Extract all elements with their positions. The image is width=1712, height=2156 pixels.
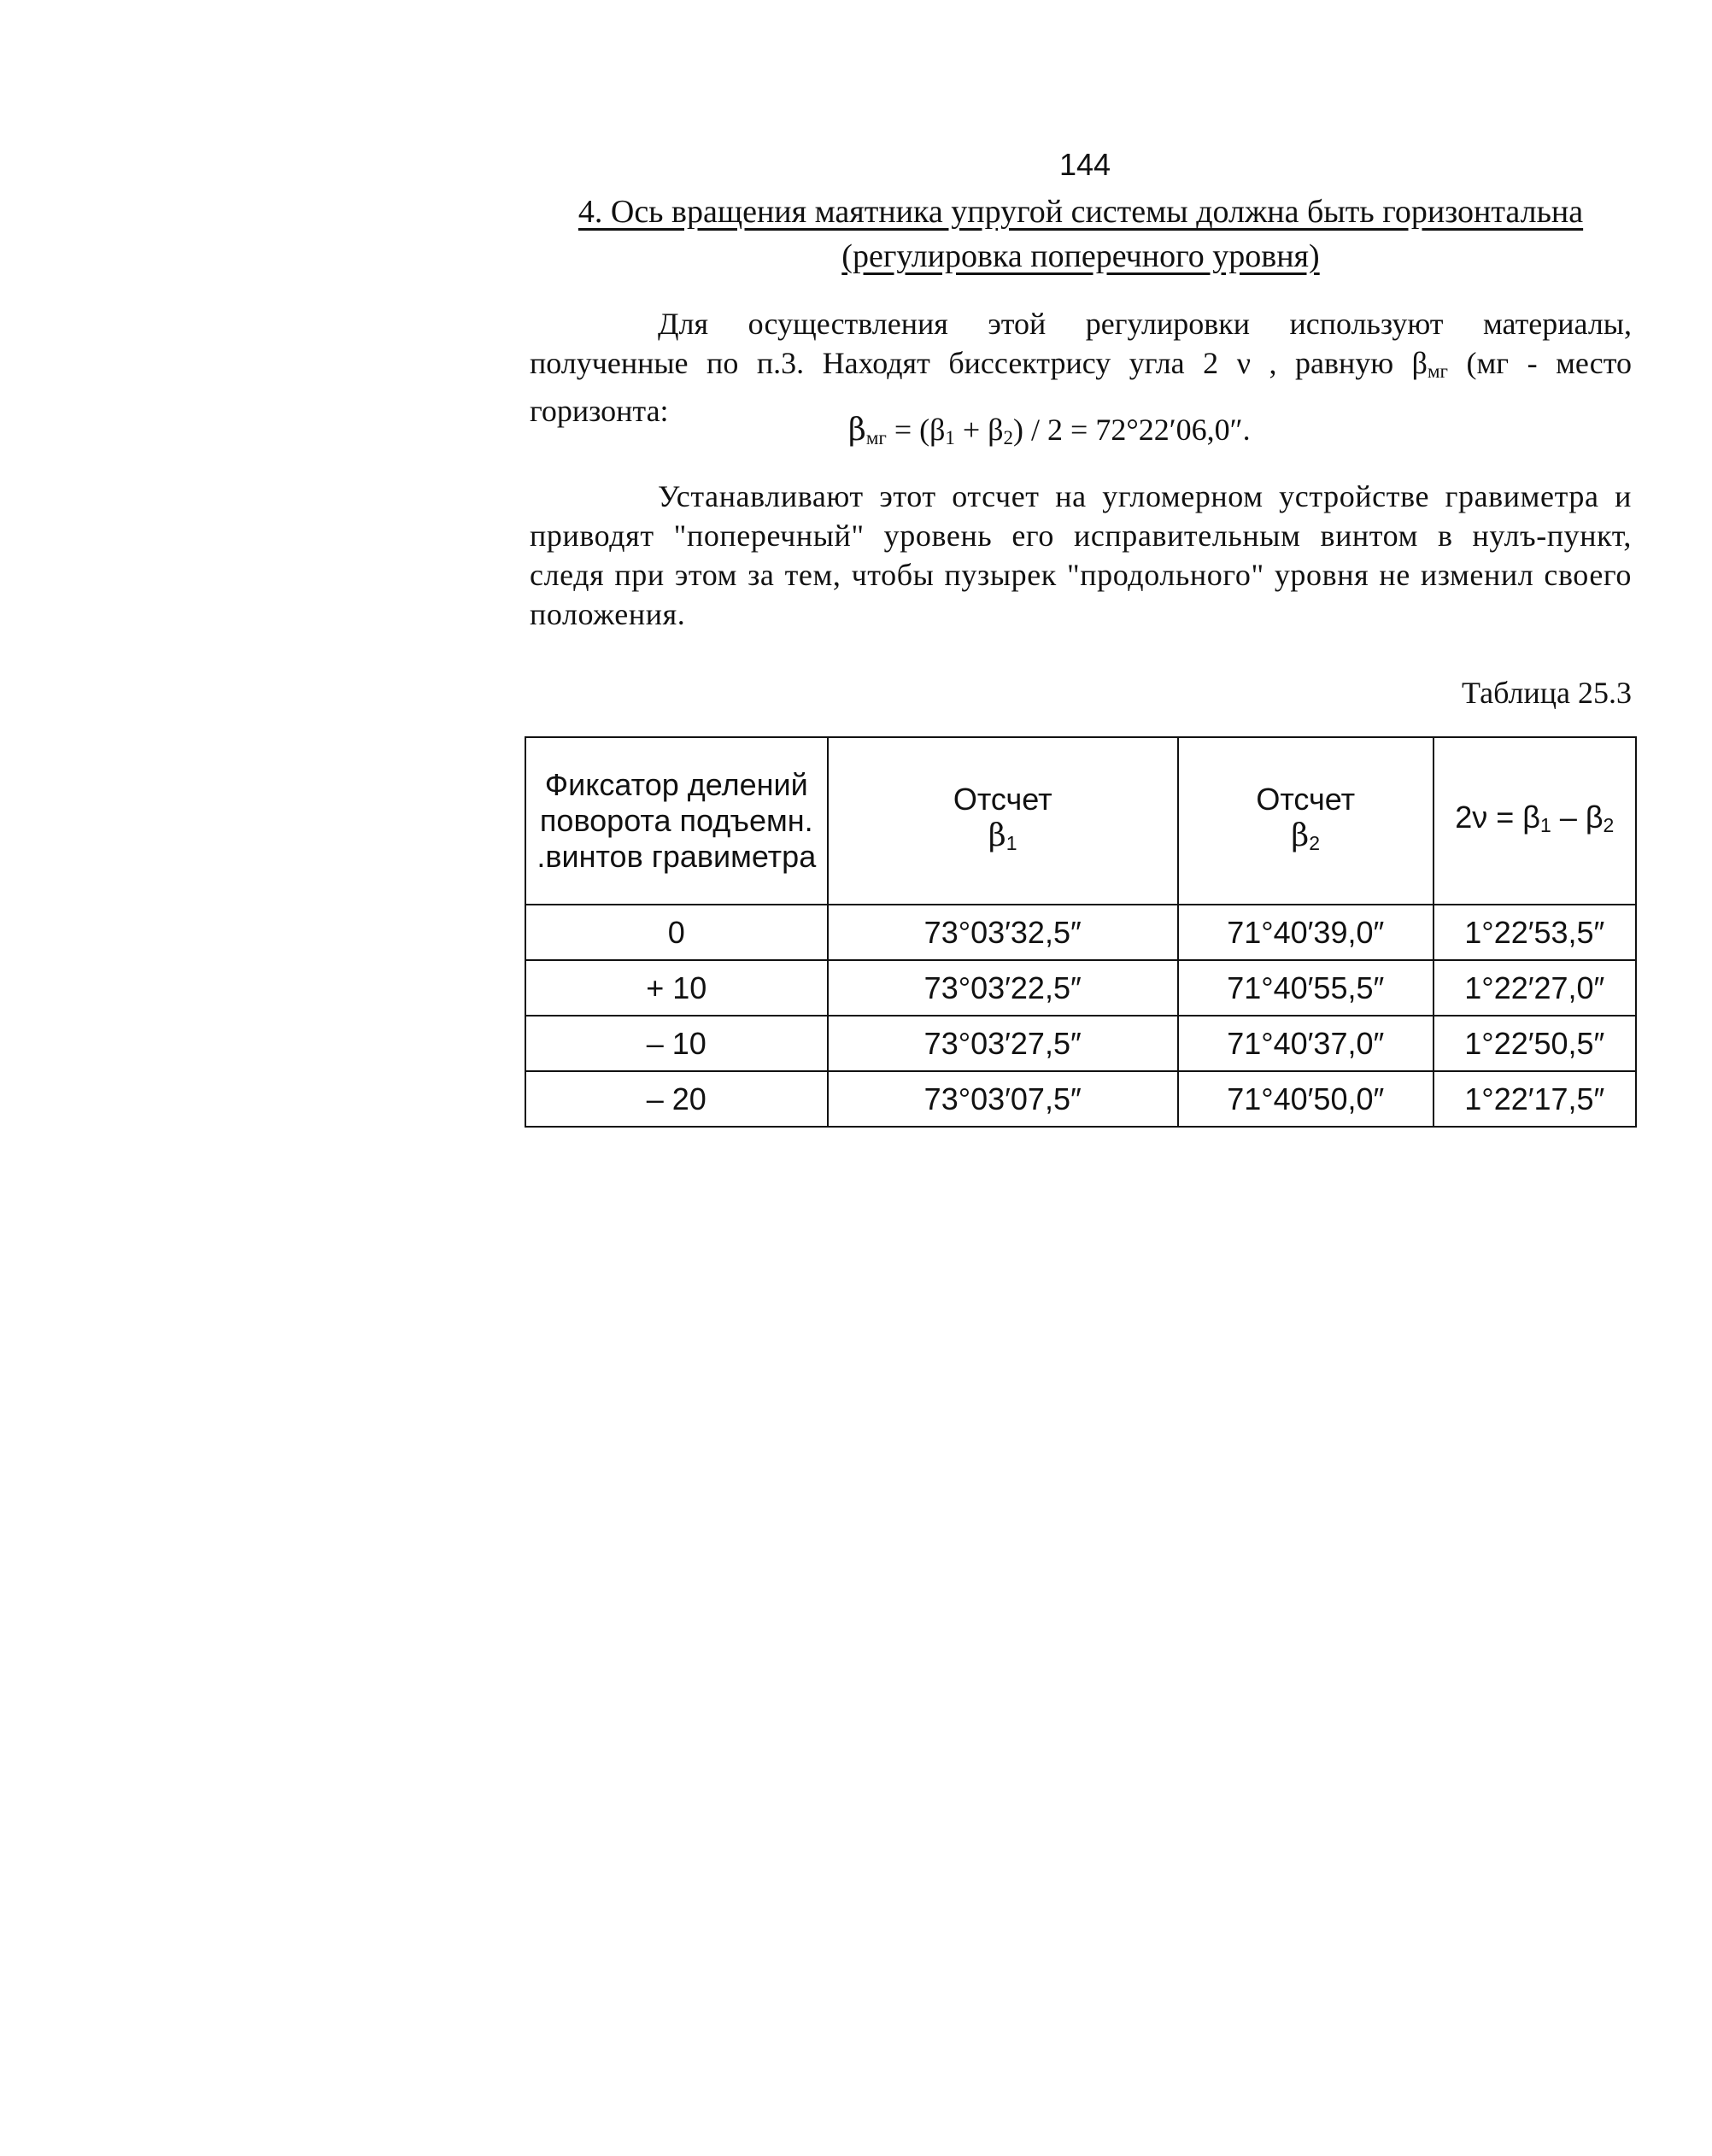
cell-difference: 1°22′27,0″ [1434,960,1636,1016]
cell-beta1: 73°03′22,5″ [828,960,1178,1016]
cell-fixator: + 10 [525,960,828,1016]
cell-beta1: 73°03′27,5″ [828,1016,1178,1071]
table-row [525,960,1636,1016]
table-caption: Таблица 25.3 [1462,676,1632,710]
header-beta-symbol-1: β [988,817,1006,853]
section-heading [530,190,1632,278]
header-reading-label-2: Отсчет [1256,781,1356,817]
header-reading-label-1: Отсчет [953,781,1052,817]
header-diff-sub-1: 1 [1540,813,1551,836]
header-fixator: Фиксатор делений поворота подъемн. .винтов гравиметра [525,737,828,905]
formula-result: ) / 2 = 72°22′06,0″. [1013,413,1251,447]
page-number: 144 [1059,147,1111,182]
cell-beta1: 73°03′32,5″ [828,905,1178,960]
cell-beta1: 73°03′07,5″ [828,1071,1178,1127]
cell-difference: 1°22′17,5″ [1434,1071,1636,1127]
formula-sub-2: 2 [1003,427,1014,448]
header-beta-sub-1: 1 [1006,831,1017,854]
formula-plus: + β [954,413,1004,447]
table-row [525,1016,1636,1071]
cell-beta2: 71°40′50,0″ [1178,1071,1434,1127]
readings-table [525,736,1637,1128]
heading-line-2: (регулировка поперечного уровня) [841,238,1320,274]
header-beta-sub-2: 2 [1309,831,1321,854]
header-difference [1434,737,1636,905]
heading-line-1: 4. Ось вращения маятника упругой системы должна быть горизонтальна [578,194,1584,230]
cell-beta2: 71°40′39,0″ [1178,905,1434,960]
cell-fixator: 0 [525,905,828,960]
cell-fixator: – 10 [525,1016,828,1071]
header-reading-beta2 [1178,737,1434,905]
header-reading-beta1 [828,737,1178,905]
formula-beta-symbol: β [848,413,866,448]
cell-beta2: 71°40′37,0″ [1178,1016,1434,1071]
table-row [525,1071,1636,1127]
paragraph-bisector-tail: (мг - место горизонта: [530,346,1632,428]
cell-difference: 1°22′50,5″ [1434,1016,1636,1071]
table-header-row [525,737,1636,905]
formula-open: = (β [886,413,946,447]
header-diff-prefix: 2ν = β [1455,799,1541,835]
formula-beta-mg [848,412,1251,449]
header-diff-sub-2: 2 [1603,813,1615,836]
paragraph-bisector-text: Для осуществления этой регулировки используют материалы, полученные по п.3. Находят биссектрису угла 2 ν , равную β [530,307,1632,380]
subscript-mg: мг [1428,360,1448,382]
cell-beta2: 71°40′55,5″ [1178,960,1434,1016]
header-diff-mid: – β [1551,799,1604,835]
cell-fixator: – 20 [525,1071,828,1127]
formula-sub-1: 1 [945,427,955,448]
paragraph-procedure: Устанавливают этот отсчет на угломерном устройстве гравиметра и приводят "поперечный" уровень его исправительным винтом в нулъ-пункт, следя при этом за тем, чтобы пузырек "продольного" уровня не изменил своего положения. [530,479,1632,631]
header-beta-symbol-2: β [1291,817,1310,853]
table-row [525,905,1636,960]
formula-sub-mg: мг [865,427,887,448]
cell-difference: 1°22′53,5″ [1434,905,1636,960]
